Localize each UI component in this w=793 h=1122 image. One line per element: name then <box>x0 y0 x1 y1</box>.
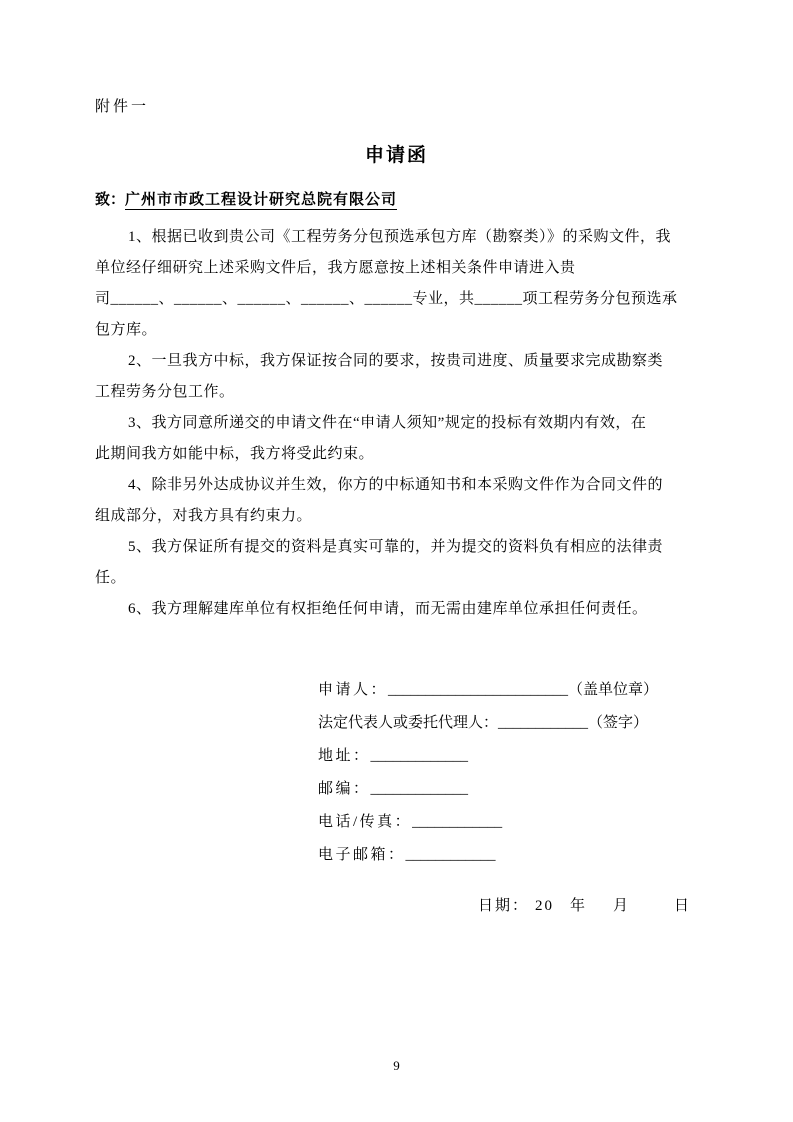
signature-field-suffix: （盖单位章） <box>568 682 659 698</box>
signature-row <box>318 740 698 773</box>
paragraph-line: 组成部分，对我方具有约束力。 <box>95 508 313 524</box>
signature-row <box>318 674 698 707</box>
date-month-label: 月 <box>613 898 631 914</box>
paragraph-line: 包方库。 <box>95 322 158 338</box>
date-label: 日期： <box>478 898 530 914</box>
page-number: 9 <box>393 1058 400 1073</box>
date-year-label: 年 <box>570 898 588 914</box>
paragraph-line: 4、除非另外达成协议并生效，你方的中标通知书和本采购文件作为合同文件的 <box>128 477 664 493</box>
paragraph-line: 司______、______、______、______、______专业，共______项工程劳务分包预选承 <box>95 291 678 307</box>
signature-field-label: 邮编： <box>318 781 371 797</box>
fill-in-blank: _____________ <box>370 781 469 797</box>
company-name: 广州市市政工程设计研究总院有限公司 <box>125 192 398 208</box>
paragraph-line: 3、我方同意所递交的申请文件在“申请人须知”规定的投标有效期内有效，在 <box>128 415 647 431</box>
salutation-line <box>95 189 698 211</box>
signature-row <box>318 839 698 872</box>
fill-in-blank: ____________ <box>498 715 589 731</box>
signature-field-label: 电话/传真： <box>318 814 413 830</box>
paragraph-line: 5、我方保证所有提交的资料是真实可靠的，并为提交的资料负有相应的法律责 <box>128 539 664 555</box>
paragraph-line: 任。 <box>95 570 127 586</box>
signature-field-label: 电子邮箱： <box>318 847 406 863</box>
date-year-prefix: 20 <box>535 898 555 914</box>
attachment-label: 附件一 <box>95 99 150 115</box>
signature-row <box>318 707 698 740</box>
document-body <box>95 222 698 625</box>
document-title: 申请函 <box>364 145 428 166</box>
paragraph-line: 工程劳务分包工作。 <box>95 384 235 400</box>
date-day-label: 日 <box>674 898 692 914</box>
signature-field-suffix: （签字） <box>588 715 649 731</box>
paragraph-line: 1、根据已收到贵公司《工程劳务分包预选承包方库（勘察类）》的采购文件，我 <box>128 229 672 245</box>
fill-in-blank: ________________________ <box>388 682 569 698</box>
paragraph-line: 此期间我方如能中标，我方将受此约束。 <box>95 446 375 462</box>
paragraph-line: 6、我方理解建库单位有权拒绝任何申请，而无需由建库单位承担任何责任。 <box>128 601 648 617</box>
paragraph-line: 单位经仔细研究上述采购文件后，我方愿意按上述相关条件申请进入贵 <box>95 260 576 276</box>
signature-field-label: 地址： <box>318 748 371 764</box>
signature-row <box>318 806 698 839</box>
fill-in-blank: _____________ <box>370 748 469 764</box>
fill-in-blank: ____________ <box>405 847 496 863</box>
signature-block <box>318 674 698 872</box>
salutation-prefix: 致： <box>95 192 126 208</box>
signature-row <box>318 773 698 806</box>
signature-field-label: 申请人： <box>318 682 389 698</box>
paragraph-line: 2、一旦我方中标，我方保证按合同的要求，按贵司进度、质量要求完成勘察类 <box>128 353 664 369</box>
fill-in-blank: ____________ <box>412 814 503 830</box>
signature-field-label: 法定代表人或委托代理人： <box>318 715 499 731</box>
date-line <box>478 896 698 916</box>
